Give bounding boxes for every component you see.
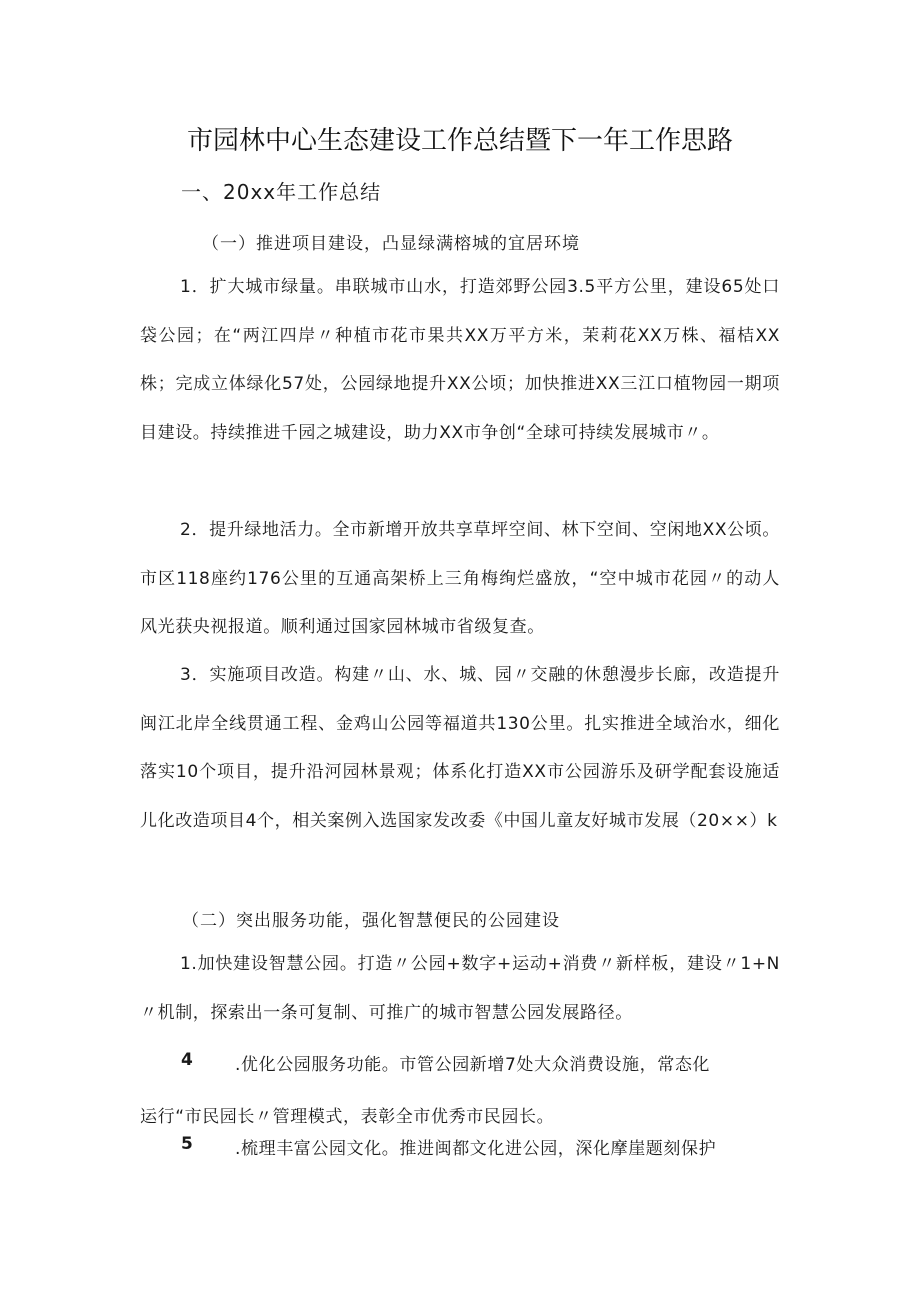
item-number-4: 4	[181, 1050, 194, 1070]
item-number-5: 5	[181, 1134, 194, 1154]
subsection-heading-1: （一）推进项目建设，凸显绿满榕城的宜居环境	[202, 234, 580, 254]
paragraph-1: 1．扩大城市绿量。串联城市山水，打造郊野公园3.5平方公里，建设65处口袋公园；在“两江四岸〃种植市花市果共XX万平方米，茉莉花XX万株、福桔XX株；完成立体绿化57处，公园绿地提升XX公顷；加快推进XX三江口植物园一期项目建设。持续推进千园之城建设，助力XX市争创“全球可持续发展城市〃。	[140, 277, 780, 443]
paragraph-4: 1.加快建设智慧公园。打造〃公园+数字+运动+消费〃新样板，建设〃1+N〃机制，探索出一条可复制、可推广的城市智慧公园发展路径。	[140, 954, 780, 1023]
subsection-heading-2: （二）突出服务功能，强化智慧便民的公园建设	[182, 911, 560, 931]
paragraph-3: 3．实施项目改造。构建〃山、水、城、园〃交融的休憩漫步长廊，改造提升闽江北岸全线贯通工程、金鸡山公园等福道共130公里。扎实推进全域治水，细化落实10个项目，提升沿河园林景观；体系化打造XX市公园游乐及研学配套设施适儿化改造项目4个，相关案例入选国家发改委《中国儿童友好城市发展（20××）k	[140, 665, 780, 831]
document-title: 市园林中心生态建设工作总结暨下一年工作思路	[186, 126, 733, 156]
item-5-text: .梳理丰富公园文化。推进闽都文化进公园，深化摩崖题刻保护	[235, 1139, 717, 1159]
item-4-continuation: 运行“市民园长〃管理模式，表彰全市优秀市民园长。	[140, 1107, 555, 1127]
paragraph-2: 2．提升绿地活力。全市新增开放共享草坪空间、林下空间、空闲地XX公顷。市区118座约176公里的互通高架桥上三角梅绚烂盛放，“空中城市花园〃的动人风光获央视报道。顺利通过国家园林城市省级复查。	[140, 520, 780, 637]
item-4-text: .优化公园服务功能。市管公园新增7处大众消费设施，常态化	[235, 1055, 711, 1075]
section-heading-1: 一、20xx年工作总结	[181, 180, 382, 204]
